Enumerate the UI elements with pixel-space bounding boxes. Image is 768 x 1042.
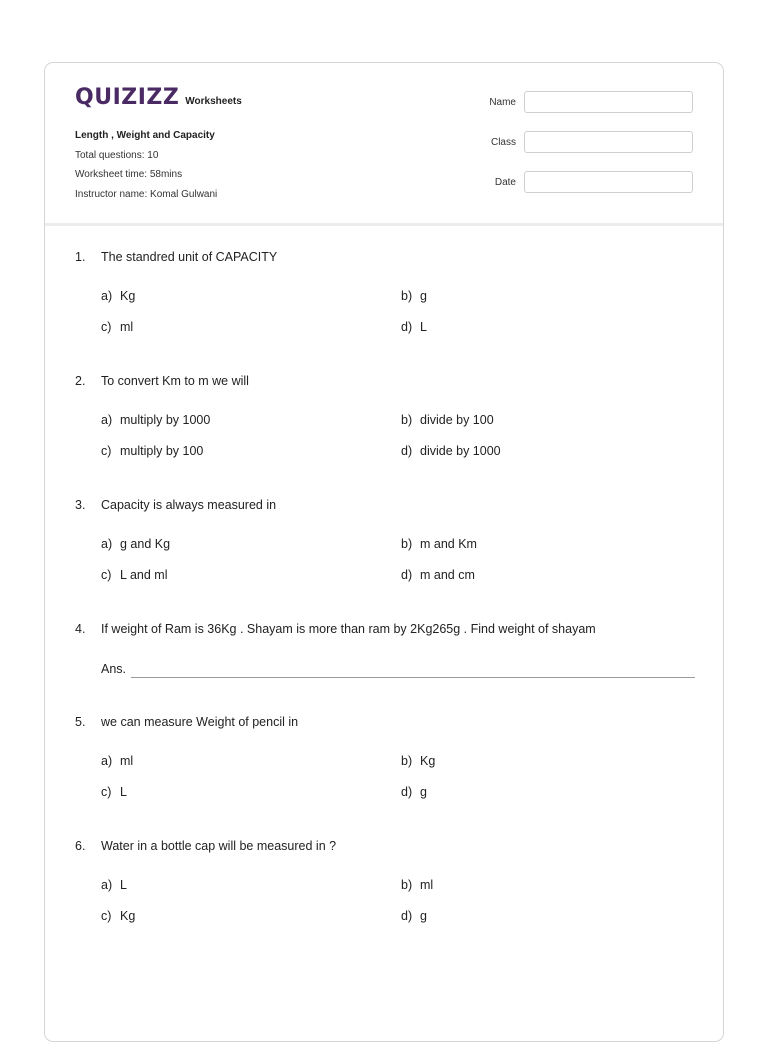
class-label: Class <box>490 136 516 148</box>
question-4 <box>75 620 695 678</box>
name-input[interactable] <box>524 91 693 113</box>
option-a[interactable]: a) L <box>101 878 127 892</box>
question-text: Water in a bottle cap will be measured in ? <box>101 839 337 853</box>
name-field <box>482 91 693 113</box>
option-d[interactable]: d) L <box>401 320 427 334</box>
option-c[interactable]: c) multiply by 100 <box>101 444 204 458</box>
question-text: If weight of Ram is 36Kg . Shayam is more than ram by 2Kg265g . Find weight of shayam <box>101 622 596 636</box>
options <box>101 876 701 925</box>
question-number: 5. <box>75 715 86 729</box>
date-field <box>482 171 693 193</box>
option-b[interactable]: b) divide by 100 <box>401 413 494 427</box>
worksheet-page <box>44 62 724 1042</box>
option-c[interactable]: c) ml <box>101 320 134 334</box>
question-3 <box>75 496 701 584</box>
instructor-name: Instructor name: Komal Gulwani <box>75 188 218 200</box>
question-number: 6. <box>75 839 86 853</box>
option-d[interactable]: d) g <box>401 909 427 923</box>
question-number: 3. <box>75 498 86 512</box>
option-a[interactable]: a) Kg <box>101 289 136 303</box>
name-label: Name <box>489 96 516 108</box>
worksheet-time: Worksheet time: 58mins <box>75 169 183 180</box>
total-questions: Total questions: 10 <box>75 149 159 161</box>
option-a[interactable]: a) ml <box>101 754 134 768</box>
question-text: To convert Km to m we will <box>101 374 249 388</box>
answer-label: Ans. <box>101 662 127 676</box>
option-c[interactable]: c) Kg <box>101 909 136 923</box>
option-d[interactable]: d) g <box>401 785 427 799</box>
question-number: 4. <box>75 622 86 636</box>
answer-area <box>101 658 695 678</box>
logo-subtitle: Worksheets <box>185 96 242 107</box>
question-1 <box>75 248 701 336</box>
options <box>101 752 701 801</box>
options <box>101 411 701 460</box>
option-a[interactable]: a) g and Kg <box>101 537 171 551</box>
option-b[interactable]: b) m and Km <box>401 537 477 551</box>
worksheet-header <box>45 63 723 226</box>
class-input[interactable] <box>524 131 693 153</box>
worksheet-title: Length , Weight and Capacity <box>75 130 215 141</box>
worksheet-meta <box>75 126 217 204</box>
option-a[interactable]: a) multiply by 1000 <box>101 413 211 427</box>
question-text: The standred unit of CAPACITY <box>101 250 278 264</box>
option-d[interactable]: d) m and cm <box>401 568 475 582</box>
option-c[interactable]: c) L and ml <box>101 568 168 582</box>
question-2 <box>75 372 701 460</box>
date-label: Date <box>494 176 516 188</box>
question-6 <box>75 837 701 925</box>
question-text: we can measure Weight of pencil in <box>101 715 299 729</box>
question-text: Capacity is always measured in <box>101 498 277 512</box>
quizizz-logo: QUIZIZZ <box>75 85 180 110</box>
answer-line[interactable] <box>131 663 695 678</box>
option-c[interactable]: c) L <box>101 785 127 799</box>
options <box>101 535 701 584</box>
option-b[interactable]: b) g <box>401 289 427 303</box>
class-field <box>482 131 693 153</box>
brand <box>75 85 242 110</box>
option-b[interactable]: b) Kg <box>401 754 436 768</box>
question-number: 1. <box>75 250 86 264</box>
question-number: 2. <box>75 374 86 388</box>
question-5 <box>75 713 701 801</box>
options <box>101 287 701 336</box>
option-d[interactable]: d) divide by 1000 <box>401 444 501 458</box>
date-input[interactable] <box>524 171 693 193</box>
option-b[interactable]: b) ml <box>401 878 434 892</box>
